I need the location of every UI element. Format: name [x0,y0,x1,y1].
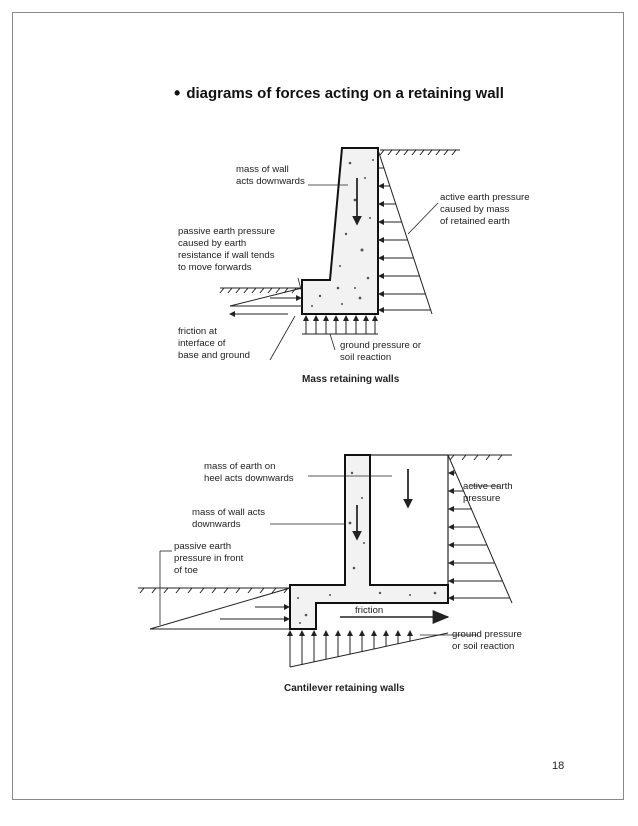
mass-retaining-wall-diagram [170,138,530,388]
heading-text: diagrams of forces acting on a retaining wall [186,85,504,102]
label-active-1: active earth pressure [440,192,530,203]
label-active-3: of retained earth [440,216,510,227]
label-mass-of-wall-2: acts downwards [236,176,305,187]
label-friction-3: base and ground [178,350,251,361]
bullet: • [174,83,181,103]
label-passive-1: passive earth [174,541,232,552]
cantilever-wall-svg [130,443,520,701]
label-ground-2: soil reaction [340,352,392,363]
label-friction-1: friction at [178,326,217,337]
ground-reaction-arrows [290,631,448,667]
label-friction: friction [355,605,384,616]
page-heading [174,82,504,103]
ground-reaction-arrows [302,316,378,334]
label-mass-wall-2: downwards [192,519,241,530]
label-mass-wall-1: mass of wall acts [192,507,266,518]
retained-ground-surface [380,150,460,155]
label-ground-1: ground pressure or [340,340,422,351]
label-active-2: pressure [463,493,501,504]
label-ground-1: ground pressure [452,629,522,640]
label-active-2: caused by mass [440,204,510,215]
label-passive-3: resistance if wall tends [178,250,275,261]
active-pressure-diagram [378,150,432,314]
label-passive-2: pressure in front [174,553,244,564]
label-mass-earth-1: mass of earth on [204,461,276,472]
cantilever-retaining-wall-diagram [130,443,520,701]
caption-cantilever: Cantilever retaining walls [284,683,405,694]
label-friction-2: interface of [178,338,226,349]
page-number: 18 [552,760,565,772]
heel-earth-block [370,455,448,585]
front-ground-surface [220,288,302,293]
label-passive-4: to move forwards [178,262,252,273]
caption-mass: Mass retaining walls [302,374,400,385]
label-passive-2: caused by earth [178,238,247,249]
front-ground-surface [138,588,290,593]
mass-wall-body [302,148,378,314]
label-active-1: active earth [463,481,513,492]
mass-wall-svg [170,138,530,388]
label-ground-2: or soil reaction [452,641,515,652]
label-mass-earth-2: heel acts downwards [204,473,294,484]
label-passive-3: of toe [174,565,199,576]
active-pressure-diagram [448,455,512,603]
passive-pressure-diagram [230,288,302,306]
label-passive-1: passive earth pressure [178,226,276,237]
label-mass-of-wall-1: mass of wall [236,164,289,175]
passive-pressure-diagram [150,588,290,629]
